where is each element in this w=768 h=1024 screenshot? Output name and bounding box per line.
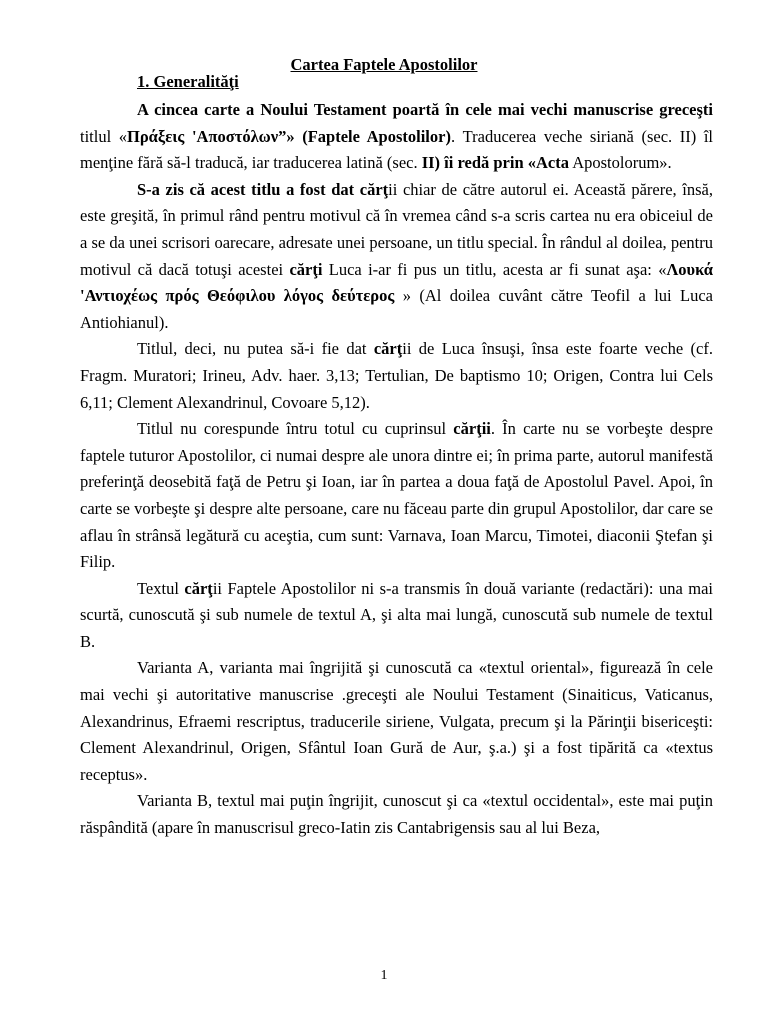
text-run: . În carte nu se vorbeşte despre faptele tuturor Apostolilor, ci numai despre ale unora dintre ei; în prima parte, autorul manifestă preferinţă deosebită faţă de Petru şi Ioan, iar în partea a doua faţă de Apostolul Pavel. Apoi, în carte se vorbeşte şi despre alte persoane, care nu făceau parte din grupul Apostolilor, dar care se aflau în strânsă legătură cu aceştia, cum sunt: Varnava, Ioan Marcu, Timotei, diaconii Ştefan şi Filip. [80, 419, 713, 572]
paragraph-4 [80, 416, 713, 576]
paragraph-3 [80, 336, 713, 416]
text-run: Titlul, deci, nu putea să-i fie dat [137, 339, 374, 359]
text-run: Apostolorum». [569, 153, 672, 173]
page-number: 1 [380, 968, 388, 983]
page-title: Cartea Faptele Apostolilor [290, 55, 478, 74]
text-run: » (Al doilea cuvânt către Teofil a lui Luca Antiohianul). [80, 286, 713, 332]
text-run: cărţ [373, 339, 403, 359]
text-run: A cincea carte a Noului Testament poartă în cele mai vechi manuscrise greceşti [137, 100, 713, 119]
text-run: II) îi redă prin «Acta [421, 153, 569, 173]
text-run: ii Faptele Apostolilor ni s-a transmis în două variante (redactări): una mai scurtă, cunoscută şi sub numele de textul A, şi alta mai lungă, cunoscută sub numele de textul B. [80, 578, 713, 651]
text-run: ii de Luca însuşi, însa este foarte veche (cf. Fragm. Muratori; Irineu, Adv. haer. 3,13; Tertulian, De baptismo 10; Origen, Contra lui Cels 6,11; Clement Alexandrinul, Covoare 5,12). [80, 339, 713, 412]
paragraph-1 [80, 97, 713, 177]
text-run: Textul [137, 578, 185, 598]
text-run: S-a zis că acest titlu a fost dat cărţ [137, 179, 389, 199]
text-run: Luca i-ar fi pus un titlu, acesta ar fi sunat aşa: « [322, 259, 667, 279]
text-run: titlul « [80, 126, 128, 146]
text-run: cărţ [184, 578, 213, 598]
paragraph-6: Varianta A, varianta mai îngrijită şi cunoscută ca «textul oriental», figurează în cele mai vechi şi autoritative manuscrise .greceşti ale Noului Testament (Sinaiticus, Vaticanus, Alexandrinus, Efraemi rescriptus, traducerile siriene, Vulgata, precum şi la Părinţii bisericeşti: Clement Alexandrinul, Origen, Sfântul Ioan Gură de Aur, ş.a.) şi a fost tipărită ca «textus receptus». [80, 658, 713, 784]
paragraph-7: Varianta B, textul mai puţin îngrijit, cunoscut şi ca «textul occidental», este mai puţin răspândită (apare în manuscrisul greco-Iatin zis Cantabrigensis sau al lui Beza, [80, 791, 713, 838]
section-heading: 1. Generalităţi [137, 72, 239, 91]
text-run: cărţii [453, 419, 491, 439]
text-run: Titlul nu corespunde întru totul cu cuprinsul [137, 419, 454, 439]
text-run: ii chiar de către autorul ei. Această părere, însă, este greşită, în primul rând pentru motivul că în vremea când s-a scris cartea nu era obiceiul de a se da unei scrisori oarecare, adresate unei persoane, un titlu special. În rândul al doilea, pentru motivul că dacă totuşi acestei [80, 179, 713, 279]
text-run: . Traducerea veche siriană (sec. II) îl menţine fără să-l traducă, iar traducerea latină (sec. [80, 126, 713, 173]
paragraph-5 [80, 576, 713, 656]
text-run: cărţi [289, 259, 323, 279]
document-body [80, 97, 713, 842]
text-run: Λουκά 'Αντιοχέως πρός Θεόφιλου λόγος δεύτερος [80, 259, 713, 306]
paragraph-2 [80, 177, 713, 337]
text-run: Πράξεις 'Αποστόλων”» (Faptele Apostolilor) [127, 126, 451, 146]
